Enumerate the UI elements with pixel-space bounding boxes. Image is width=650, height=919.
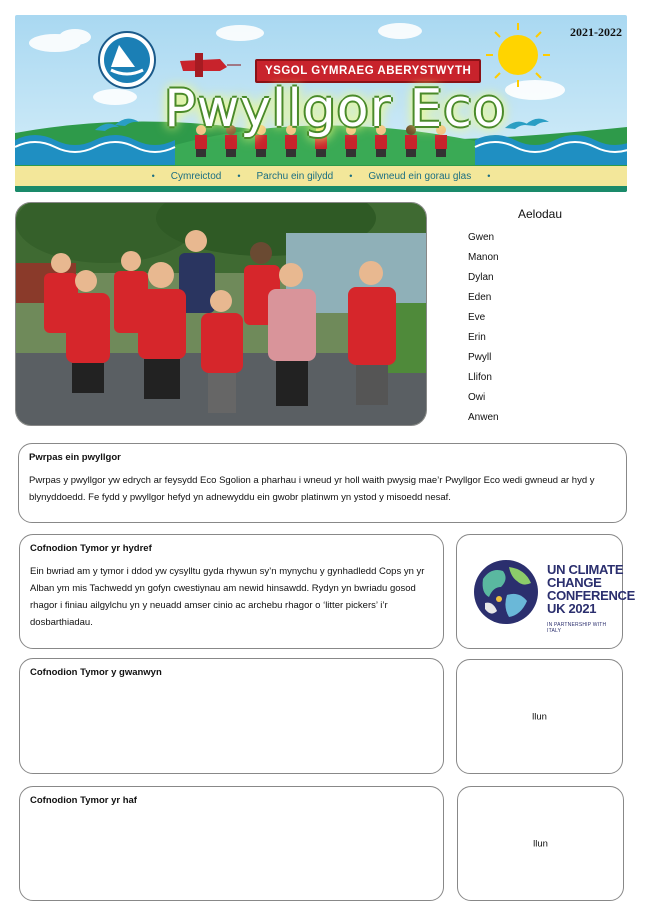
- autumn-text: Ein bwriad am y tymor i ddod yw cysylltu gyda rhywun sy’n mynychu y gynhadledd Cops yn yr Alban ym mis Tachwedd yn gofyn cwestiynau am newid hinsawdd. Rydyn yn bwriadu gosod rhagor i finiau ailgylchu yn y neuadd amser cinio ac archebu rhagor o ‘litter pickers’ i’r dosbarthiadau.: [30, 566, 425, 628]
- purpose-title: Pwrpas ein pwyllgor: [29, 452, 121, 463]
- cop26-line: UK 2021: [547, 601, 597, 616]
- member-name: Manon: [468, 252, 499, 263]
- motto-item: Gwneud ein gorau glas: [368, 170, 472, 182]
- cop26-wordmark: [547, 563, 635, 615]
- committee-photo: [15, 202, 427, 426]
- group-photo-image: [16, 203, 426, 425]
- member-name: Llifon: [468, 372, 492, 383]
- spring-notes-box: [19, 658, 444, 774]
- purpose-text: Pwrpas y pwyllgor yw edrych ar feysydd Eco Sgolion a pharhau i wneud yr holl waith pwysig mae’r Pwyllgor Eco wedi gwneud ar hyd y blynyddoedd. Fe fydd y pwyllgor hefyd yn adnewyddu ein gwobr platinwm yn ystod y misoedd nesaf.: [29, 475, 595, 503]
- image-placeholder-label: llun: [533, 838, 548, 849]
- motto-item: Cymreictod: [170, 170, 222, 182]
- page-title: Pwyllgor Eco: [164, 79, 506, 139]
- cop26-line: CONFERENCE: [547, 588, 636, 603]
- autumn-notes-box: [19, 534, 444, 649]
- summer-title: Cofnodion Tymor yr haf: [30, 795, 137, 806]
- purpose-box: [18, 443, 627, 523]
- member-name: Gwen: [468, 232, 495, 243]
- school-year: 2021-2022: [570, 25, 622, 39]
- image-placeholder-label: llun: [532, 711, 547, 722]
- school-name-ribbon: YSGOL GYMRAEG ABERYSTWYTH: [255, 59, 481, 83]
- autumn-title: Cofnodion Tymor yr hydref: [30, 543, 152, 554]
- member-name: Erin: [468, 332, 486, 343]
- cop26-line: UN CLIMATE: [547, 562, 624, 577]
- spring-title: Cofnodion Tymor y gwanwyn: [30, 667, 162, 678]
- globe-icon: [471, 557, 541, 627]
- motto-band: • Cymreictod • Parchu ein gilydd • Gwneud ein gorau glas •: [15, 166, 627, 186]
- header-banner: [15, 15, 627, 192]
- member-name: Dylan: [468, 272, 494, 283]
- summer-image-placeholder: [457, 786, 624, 901]
- member-name: Owi: [468, 392, 486, 403]
- cop26-subtitle: IN PARTNERSHIP WITH ITALY: [547, 622, 607, 634]
- summer-notes-box: [19, 786, 444, 901]
- cop26-logo-box: [456, 534, 636, 649]
- members-title: Aelodau: [517, 207, 563, 221]
- school-logo: [99, 32, 155, 88]
- cop26-line: CHANGE: [547, 575, 602, 590]
- member-name: Pwyll: [468, 352, 492, 363]
- motto-item: Parchu ein gilydd: [256, 170, 334, 182]
- member-name: Eden: [468, 292, 492, 303]
- member-name: Anwen: [468, 412, 499, 423]
- spring-image-placeholder: [456, 659, 623, 774]
- member-name: Eve: [468, 312, 486, 323]
